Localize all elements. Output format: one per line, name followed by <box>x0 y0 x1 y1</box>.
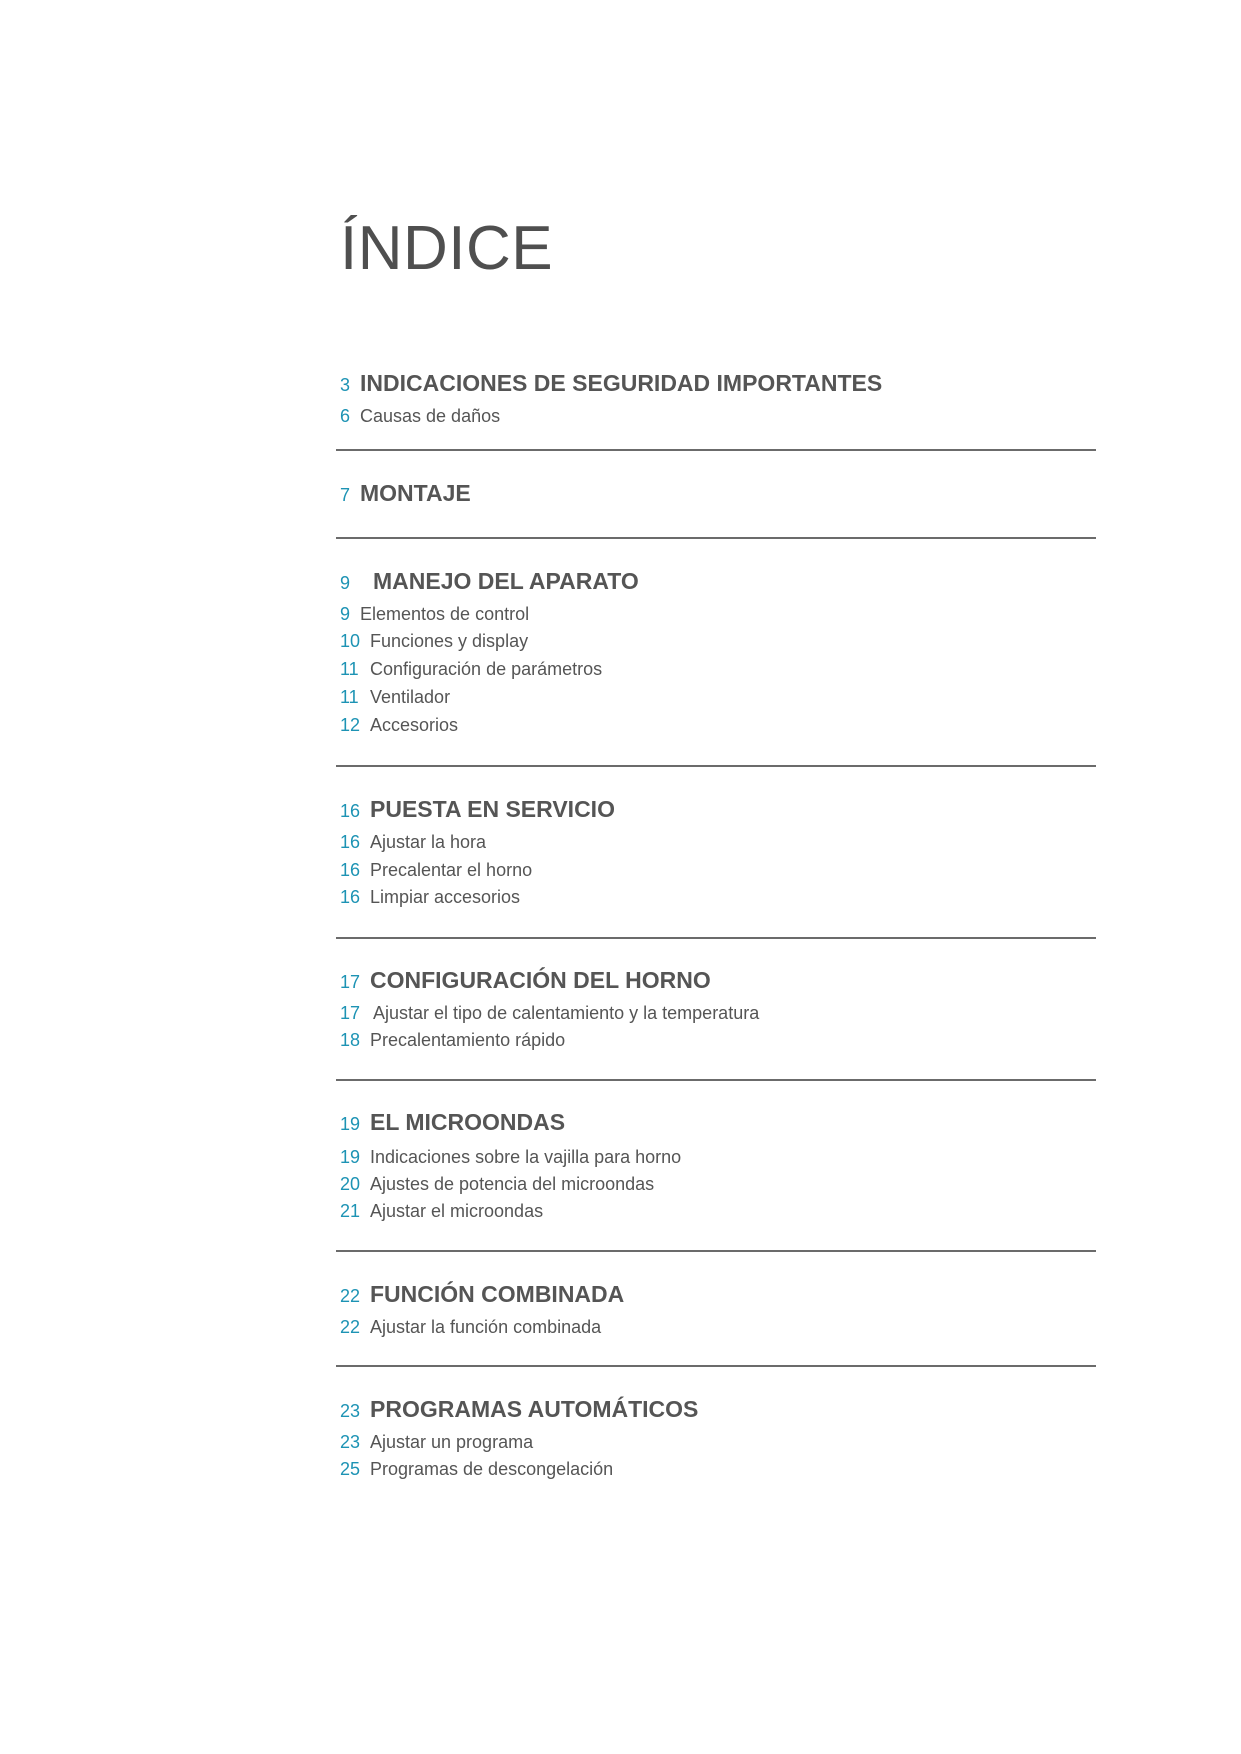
entry-page-number: 18 <box>340 1030 361 1050</box>
section-title: PROGRAMAS AUTOMÁTICOS <box>370 1396 699 1422</box>
toc-entry[interactable] <box>340 861 532 879</box>
entry-label: Programas de descongelación <box>370 1459 614 1479</box>
section-title: EL MICROONDAS <box>370 1109 566 1135</box>
toc-entry[interactable] <box>340 605 529 623</box>
section-title: INDICACIONES DE SEGURIDAD IMPORTANTES <box>360 370 883 396</box>
entry-page-number: 16 <box>340 832 361 852</box>
toc-entry[interactable] <box>340 1433 533 1451</box>
entry-label: Ajustar la hora <box>370 832 487 852</box>
entry-page-number: 16 <box>340 860 361 880</box>
section-divider <box>336 1079 1096 1081</box>
section-divider <box>336 1250 1096 1252</box>
entry-page-number: 23 <box>340 1432 361 1452</box>
entry-label: Elementos de control <box>360 604 530 624</box>
section-heading[interactable] <box>340 482 471 505</box>
section-heading[interactable] <box>340 1283 624 1306</box>
entry-page-number: 22 <box>340 1317 361 1337</box>
entry-label: Precalentar el horno <box>370 860 533 880</box>
section-title: CONFIGURACIÓN DEL HORNO <box>370 967 711 993</box>
section-divider <box>336 449 1096 451</box>
toc-entry[interactable] <box>340 1460 613 1478</box>
entry-label: Configuración de parámetros <box>370 659 603 679</box>
section-page-number: 22 <box>340 1286 361 1306</box>
toc-entry[interactable] <box>340 1148 681 1166</box>
entry-label: Ajustar el microondas <box>370 1201 544 1221</box>
entry-label: Causas de daños <box>360 406 501 426</box>
section-page-number: 7 <box>340 485 351 505</box>
toc-entry[interactable] <box>340 1004 759 1022</box>
toc-entry[interactable] <box>340 1318 601 1336</box>
entry-label: Indicaciones sobre la vajilla para horno <box>370 1147 682 1167</box>
section-title: PUESTA EN SERVICIO <box>370 796 615 822</box>
entry-label: Precalentamiento rápido <box>370 1030 566 1050</box>
section-heading[interactable] <box>340 1398 698 1421</box>
section-divider <box>336 537 1096 539</box>
toc-entry[interactable] <box>340 888 520 906</box>
entry-label: Ajustes de potencia del microondas <box>370 1174 655 1194</box>
entry-page-number: 6 <box>340 406 351 426</box>
toc-entry[interactable] <box>340 716 458 734</box>
entry-page-number: 11 <box>340 687 359 707</box>
toc-entry[interactable] <box>340 632 528 650</box>
section-page-number: 23 <box>340 1401 361 1421</box>
entry-page-number: 20 <box>340 1174 361 1194</box>
section-title: MANEJO DEL APARATO <box>373 568 639 594</box>
section-divider <box>336 937 1096 939</box>
entry-label: Ventilador <box>370 687 451 707</box>
section-page-number: 19 <box>340 1114 361 1134</box>
section-page-number: 17 <box>340 972 361 992</box>
page-title: ÍNDICE <box>340 214 554 283</box>
toc-entry[interactable] <box>340 407 500 425</box>
section-heading[interactable] <box>340 372 882 395</box>
entry-page-number: 9 <box>340 604 351 624</box>
toc-entry[interactable] <box>340 688 450 706</box>
entry-label: Ajustar la función combinada <box>370 1317 602 1337</box>
entry-page-number: 21 <box>340 1201 361 1221</box>
entry-page-number: 17 <box>340 1003 361 1023</box>
entry-label: Ajustar el tipo de calentamiento y la temperatura <box>373 1003 760 1023</box>
entry-page-number: 11 <box>340 659 359 679</box>
entry-page-number: 12 <box>340 715 361 735</box>
section-heading[interactable] <box>340 798 615 821</box>
toc-entry[interactable] <box>340 1031 565 1049</box>
entry-page-number: 19 <box>340 1147 361 1167</box>
section-heading[interactable] <box>340 570 639 593</box>
entry-label: Funciones y display <box>370 631 529 651</box>
section-page-number: 3 <box>340 375 351 395</box>
toc-entry[interactable] <box>340 1175 654 1193</box>
section-heading[interactable] <box>340 1111 565 1134</box>
section-divider <box>336 1365 1096 1367</box>
section-title: FUNCIÓN COMBINADA <box>370 1281 625 1307</box>
toc-entry[interactable] <box>340 660 602 678</box>
entry-label: Limpiar accesorios <box>370 887 521 907</box>
section-page-number: 9 <box>340 573 351 593</box>
entry-page-number: 10 <box>340 631 361 651</box>
section-heading[interactable] <box>340 969 711 992</box>
toc-entry[interactable] <box>340 833 486 851</box>
entry-page-number: 25 <box>340 1459 361 1479</box>
toc-entry[interactable] <box>340 1202 543 1220</box>
entry-page-number: 16 <box>340 887 361 907</box>
section-divider <box>336 765 1096 767</box>
section-page-number: 16 <box>340 801 361 821</box>
entry-label: Accesorios <box>370 715 459 735</box>
section-title: MONTAJE <box>360 480 471 506</box>
entry-label: Ajustar un programa <box>370 1432 534 1452</box>
